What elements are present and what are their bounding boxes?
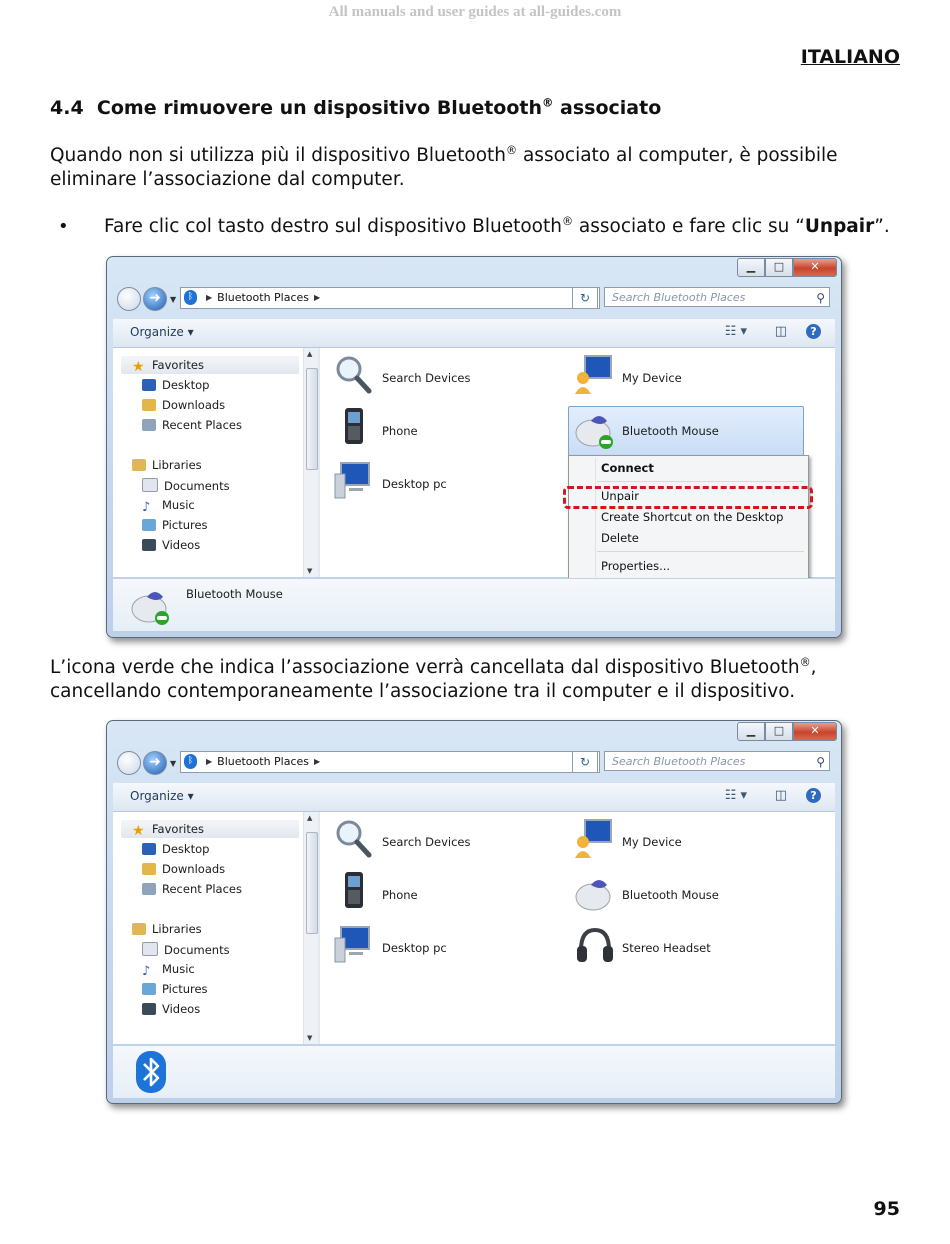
middle-line1a: L’icona verde che indica l’associazione verrà cancellata dal dispositivo Bluetooth (50, 657, 800, 678)
address-text: Bluetooth Places (217, 291, 310, 304)
desktop-icon (142, 843, 156, 855)
scroll-thumb[interactable] (306, 368, 318, 470)
maximize-button[interactable]: □ (765, 722, 793, 741)
nav-desktop[interactable] (142, 842, 209, 856)
search-placeholder: Search Bluetooth Places (612, 291, 746, 304)
address-bar[interactable] (180, 751, 600, 773)
bluetooth-icon: ᛒ (184, 290, 197, 305)
nav-libraries[interactable] (132, 922, 202, 936)
desktop-pc-icon (333, 924, 373, 964)
back-button[interactable] (117, 751, 141, 775)
nav-favorites-label: Favorites (152, 358, 204, 372)
nav-pictures[interactable] (142, 982, 208, 996)
menu-delete[interactable]: Delete (601, 531, 639, 545)
scroll-down-icon[interactable]: ▼ (307, 567, 313, 575)
nav-pictures[interactable] (142, 518, 208, 532)
desktop-pc-item[interactable]: Desktop pc (382, 941, 447, 955)
menu-separator (597, 481, 804, 482)
content-area (113, 812, 835, 1044)
address-bar[interactable] (180, 287, 600, 309)
organize-label: Organize (130, 325, 184, 339)
forward-button[interactable]: ➜ (143, 751, 167, 775)
star-icon: ★ (132, 359, 145, 375)
search-devices-item[interactable]: Search Devices (382, 371, 471, 385)
nav-documents-label: Documents (164, 943, 230, 957)
explorer-window-1 (106, 256, 842, 638)
refresh-button[interactable]: ↻ (572, 751, 598, 773)
nav-documents[interactable] (142, 942, 230, 957)
middle-paragraph (50, 656, 817, 704)
documents-icon (142, 942, 158, 956)
search-input[interactable] (604, 751, 830, 771)
middle-line2: cancellando contemporaneamente l’associazione tra il computer e il dispositivo. (50, 681, 796, 702)
details-pane (113, 1045, 835, 1098)
search-input[interactable] (604, 287, 830, 307)
bullet-text-c: ”. (874, 216, 890, 237)
intro-line1b: associato al computer, è possibile (517, 145, 838, 166)
nav-recent[interactable] (142, 418, 242, 432)
downloads-icon (142, 863, 156, 875)
registered-mark: ® (799, 655, 811, 669)
organize-button[interactable]: Organize ▾ (130, 789, 194, 803)
help-icon[interactable]: ? (806, 324, 821, 339)
nav-documents[interactable] (142, 478, 230, 493)
organize-button[interactable]: Organize ▾ (130, 325, 194, 339)
navigation-pane (113, 812, 318, 1044)
scroll-up-icon[interactable]: ▲ (307, 814, 313, 822)
nav-downloads-label: Downloads (162, 862, 226, 876)
bluetooth-mouse-icon (573, 409, 613, 449)
page-number: 95 (873, 1198, 900, 1220)
window-controls (737, 258, 837, 277)
recent-places-icon (142, 883, 156, 895)
watermark: All manuals and user guides at all-guides.com (328, 4, 622, 20)
close-button[interactable]: ✕ (793, 258, 837, 277)
pictures-icon (142, 519, 156, 531)
breadcrumb-arrow-icon: ▶ (206, 757, 213, 766)
nav-favorites[interactable] (132, 822, 204, 837)
registered-mark: ® (542, 95, 554, 110)
command-bar (113, 319, 835, 348)
search-devices-icon (333, 818, 373, 858)
desktop-pc-item[interactable]: Desktop pc (382, 477, 447, 491)
search-devices-icon (333, 354, 373, 394)
intro-line2: eliminare l’associazione dal computer. (50, 169, 405, 190)
address-text: Bluetooth Places (217, 755, 310, 768)
close-button[interactable]: ✕ (793, 722, 837, 741)
context-menu (568, 455, 809, 580)
search-placeholder: Search Bluetooth Places (612, 755, 746, 768)
window-controls (737, 722, 837, 741)
back-button[interactable] (117, 287, 141, 311)
explorer-window-2 (106, 720, 842, 1104)
search-devices-item[interactable]: Search Devices (382, 835, 471, 849)
nav-pictures-label: Pictures (162, 518, 208, 532)
views-icon[interactable]: ☷ ▾ (724, 788, 747, 803)
nav-desktop-label: Desktop (162, 842, 210, 856)
search-icon: ⚲ (816, 755, 825, 769)
nav-scrollbar[interactable] (303, 348, 318, 577)
section-title-tail: associato (553, 97, 662, 119)
search-icon: ⚲ (816, 291, 825, 305)
nav-music-label: Music (162, 962, 195, 976)
details-device-name: Bluetooth Mouse (186, 587, 283, 601)
bullet-symbol: • (58, 216, 69, 237)
refresh-button[interactable]: ↻ (572, 287, 598, 309)
bullet-text-b: associato e fare clic su “ (573, 216, 805, 237)
minimize-button[interactable]: ▁ (737, 258, 765, 277)
menu-gutter (595, 458, 596, 577)
nav-downloads-label: Downloads (162, 398, 226, 412)
desktop-pc-icon (333, 460, 373, 500)
recent-places-icon (142, 419, 156, 431)
breadcrumb-arrow-icon: ▶ (314, 757, 321, 766)
section-heading (50, 97, 661, 119)
my-device-item[interactable]: My Device (622, 371, 682, 385)
nav-libraries-label: Libraries (152, 458, 202, 472)
nav-videos[interactable] (142, 1002, 200, 1016)
bullet-text (104, 216, 890, 237)
nav-videos-label: Videos (162, 538, 201, 552)
my-device-item[interactable]: My Device (622, 835, 682, 849)
bullet-text-a: Fare clic col tasto destro sul dispositivo Bluetooth (104, 216, 562, 237)
nav-music-label: Music (162, 498, 195, 512)
downloads-icon (142, 399, 156, 411)
bluetooth-mouse-icon (129, 585, 169, 625)
nav-recent-label: Recent Places (162, 882, 242, 896)
help-icon[interactable]: ? (806, 788, 821, 803)
desktop-icon (142, 379, 156, 391)
nav-favorites-label: Favorites (152, 822, 204, 836)
videos-icon (142, 539, 156, 551)
nav-desktop[interactable] (142, 378, 209, 392)
phone-icon (335, 406, 375, 446)
nav-downloads[interactable] (142, 398, 225, 412)
nav-scrollbar[interactable] (303, 812, 318, 1044)
nav-libraries-label: Libraries (152, 922, 202, 936)
menu-properties[interactable]: Properties... (601, 559, 671, 573)
nav-favorites[interactable] (132, 358, 204, 373)
section-title: Come rimuovere un dispositivo Bluetooth (96, 97, 543, 119)
star-icon: ★ (132, 823, 145, 839)
details-pane (113, 578, 835, 631)
scroll-down-icon[interactable]: ▼ (307, 1034, 313, 1042)
nav-music[interactable] (142, 962, 195, 978)
intro-line1a: Quando non si utilizza più il dispositivo Bluetooth (50, 145, 506, 166)
registered-mark: ® (506, 143, 518, 157)
stereo-headset-item[interactable]: Stereo Headset (622, 941, 711, 955)
nav-recent-label: Recent Places (162, 418, 242, 432)
headset-icon (575, 926, 615, 966)
libraries-icon (132, 459, 146, 471)
bluetooth-logo-icon (135, 1050, 167, 1094)
content-area (113, 348, 835, 577)
phone-icon (335, 870, 375, 910)
scroll-up-icon[interactable]: ▲ (307, 350, 313, 358)
menu-create-shortcut[interactable]: Create Shortcut on the Desktop (601, 510, 784, 524)
nav-music[interactable] (142, 498, 195, 514)
nav-desktop-label: Desktop (162, 378, 210, 392)
pictures-icon (142, 983, 156, 995)
libraries-icon (132, 923, 146, 935)
my-device-icon (573, 818, 613, 858)
bluetooth-mouse-icon (573, 873, 613, 913)
unpair-bold: Unpair (804, 216, 875, 237)
middle-line1b: , (810, 657, 817, 678)
history-dropdown-icon[interactable]: ▼ (170, 759, 177, 768)
nav-downloads[interactable] (142, 862, 225, 876)
maximize-button[interactable]: □ (765, 258, 793, 277)
menu-unpair[interactable]: Unpair (601, 489, 639, 503)
organize-label: Organize (130, 789, 184, 803)
preview-pane-icon[interactable]: ◫ (774, 788, 787, 803)
breadcrumb-arrow-icon: ▶ (314, 293, 321, 302)
nav-videos-label: Videos (162, 1002, 201, 1016)
menu-separator (597, 551, 804, 552)
videos-icon (142, 1003, 156, 1015)
nav-recent[interactable] (142, 882, 242, 896)
nav-documents-label: Documents (164, 479, 230, 493)
intro-paragraph (50, 144, 838, 192)
navigation-pane (113, 348, 318, 577)
bluetooth-mouse-item[interactable]: Bluetooth Mouse (622, 424, 719, 438)
breadcrumb-arrow-icon: ▶ (206, 293, 213, 302)
pane-splitter[interactable] (318, 812, 320, 1044)
forward-button[interactable]: ➜ (143, 287, 167, 311)
scroll-thumb[interactable] (306, 832, 318, 934)
nav-videos[interactable] (142, 538, 200, 552)
phone-item[interactable]: Phone (382, 424, 418, 438)
menu-connect[interactable]: Connect (601, 461, 654, 475)
registered-mark: ® (561, 214, 574, 228)
views-icon[interactable]: ☷ ▾ (724, 324, 747, 339)
history-dropdown-icon[interactable]: ▼ (170, 295, 177, 304)
music-icon: ♪ (142, 500, 151, 515)
language-header: ITALIANO (800, 46, 900, 68)
music-icon: ♪ (142, 964, 151, 979)
nav-pictures-label: Pictures (162, 982, 208, 996)
command-bar (113, 783, 835, 812)
preview-pane-icon[interactable]: ◫ (774, 324, 787, 339)
unpair-highlight (563, 486, 813, 509)
minimize-button[interactable]: ▁ (737, 722, 765, 741)
bluetooth-mouse-item[interactable]: Bluetooth Mouse (622, 888, 719, 902)
section-number: 4.4 (50, 97, 84, 119)
pane-splitter[interactable] (318, 348, 320, 577)
phone-item[interactable]: Phone (382, 888, 418, 902)
my-device-icon (573, 354, 613, 394)
bluetooth-icon: ᛒ (184, 754, 197, 769)
nav-libraries[interactable] (132, 458, 202, 472)
documents-icon (142, 478, 158, 492)
